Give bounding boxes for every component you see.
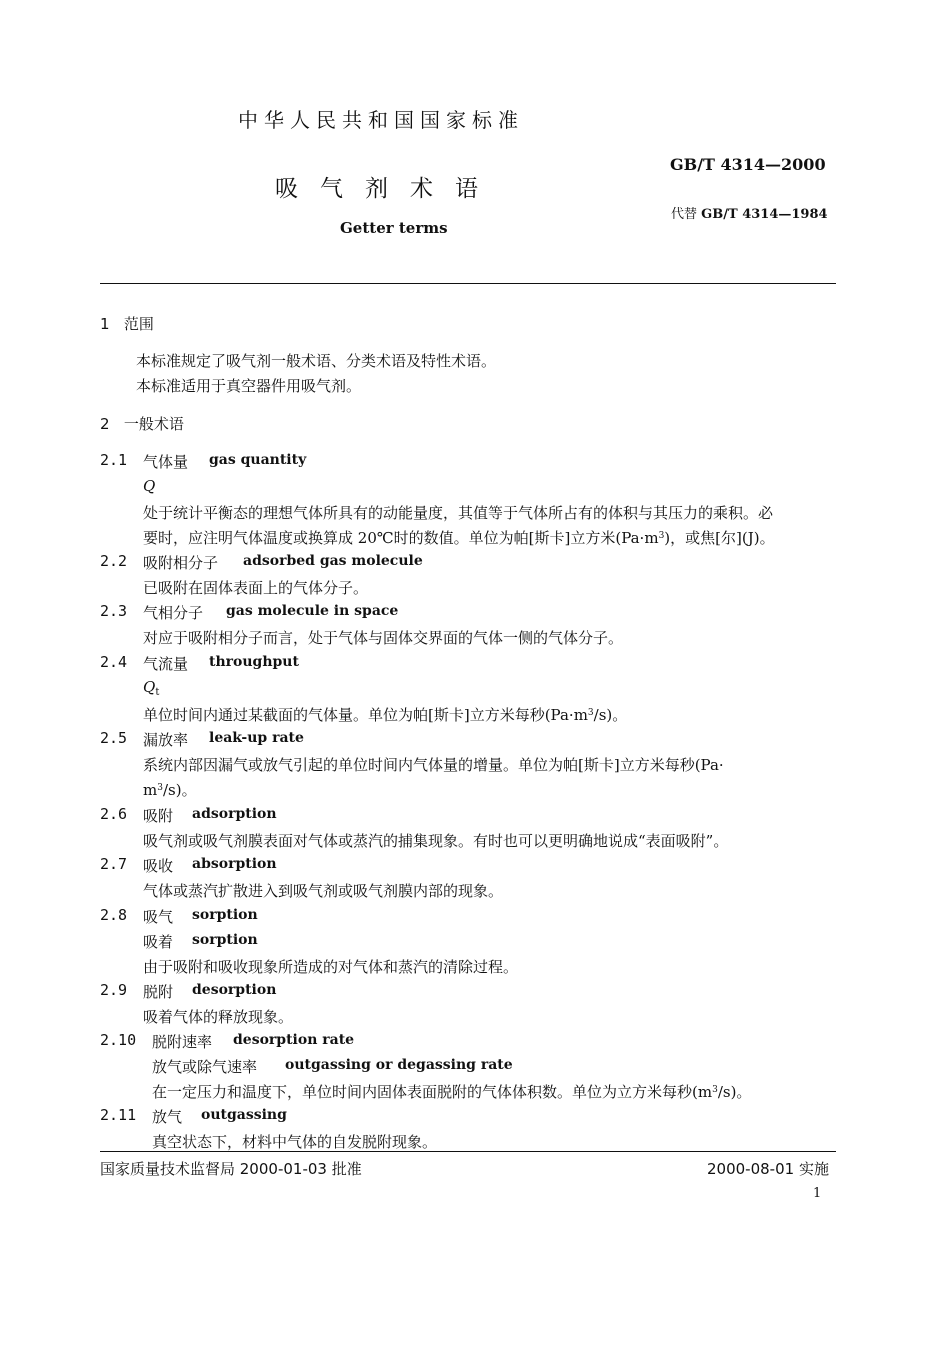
term-english: sorption xyxy=(192,907,258,923)
term-english: adsorbed gas molecule xyxy=(243,553,423,569)
replaces-prefix: 代替 xyxy=(671,207,698,222)
term-symbol: Q xyxy=(143,477,156,495)
term-english: adsorption xyxy=(192,806,277,822)
term-number: 2.8 xyxy=(100,906,128,924)
term-english: outgassing xyxy=(201,1107,287,1123)
replaces-note xyxy=(671,203,828,222)
term-chinese: 脱附速率 xyxy=(152,1033,213,1051)
term-synonym-chinese: 放气或除气速率 xyxy=(152,1058,258,1076)
replaces-code: GB/T 4314—1984 xyxy=(701,207,828,222)
national-standard-heading: 中华人民共和国国家标准 xyxy=(238,108,524,132)
term-english: gas quantity xyxy=(209,452,307,468)
standard-code: GB/T 4314—2000 xyxy=(670,155,826,174)
term-chinese: 脱附 xyxy=(143,983,174,1001)
term-number: 2.10 xyxy=(100,1031,137,1049)
term-english: leak-up rate xyxy=(209,730,304,746)
term-chinese: 吸收 xyxy=(143,857,174,875)
term-definition: $m^3/s$)。 xyxy=(143,781,197,799)
term-definition: 吸着气体的释放现象。 xyxy=(143,1008,294,1026)
approval-note: 国家质量技术监督局 2000-01-03 批准 xyxy=(100,1160,362,1178)
term-chinese: 漏放率 xyxy=(143,731,189,749)
section-paragraph: 本标准适用于真空器件用吸气剂。 xyxy=(136,377,362,395)
term-chinese: 吸气 xyxy=(143,908,174,926)
term-number: 2.9 xyxy=(100,981,128,999)
term-definition: 单位时间内通过某截面的气体量。单位为帕[斯卡]立方米每秒$(Pa\cdot m^3/s)$。 xyxy=(143,706,628,724)
term-number: 2.7 xyxy=(100,855,128,873)
section-heading: 2 一般术语 xyxy=(100,415,184,433)
document-title-english: Getter terms xyxy=(340,219,448,237)
page-number: 1 xyxy=(813,1186,822,1201)
term-definition: 对应于吸附相分子而言，处于气体与固体交界面的气体一侧的气体分子。 xyxy=(143,629,624,647)
section-heading: 1 范围 xyxy=(100,315,154,333)
term-chinese: 气相分子 xyxy=(143,604,204,622)
footer-rule xyxy=(100,1151,836,1152)
header-rule xyxy=(100,283,836,284)
term-symbol: $Q_t$ xyxy=(143,678,160,698)
term-number: 2.2 xyxy=(100,552,128,570)
term-number: 2.11 xyxy=(100,1106,137,1124)
term-english: desorption rate xyxy=(233,1032,355,1048)
term-number: 2.1 xyxy=(100,451,128,469)
term-definition: 在一定压力和温度下，单位时间内固体表面脱附的气体体积数。单位为立方米每秒$(m^3/s)$。 xyxy=(152,1083,752,1101)
term-chinese: 吸附 xyxy=(143,807,174,825)
term-chinese: 放气 xyxy=(152,1108,183,1126)
term-synonym-chinese: 吸着 xyxy=(143,933,174,951)
term-english: gas molecule in space xyxy=(226,603,399,619)
document-title: 吸气剂术语 xyxy=(275,176,500,202)
term-synonym-english: outgassing or degassing rate xyxy=(285,1057,513,1073)
term-definition: 已吸附在固体表面上的气体分子。 xyxy=(143,579,369,597)
term-chinese: 吸附相分子 xyxy=(143,554,219,572)
term-synonym-english: sorption xyxy=(192,932,258,948)
term-english: throughput xyxy=(209,654,299,670)
term-english: absorption xyxy=(192,856,277,872)
term-english: desorption xyxy=(192,982,277,998)
implementation-date: 2000-08-01 实施 xyxy=(707,1160,829,1178)
term-definition: 由于吸附和吸收现象所造成的对气体和蒸汽的清除过程。 xyxy=(143,958,519,976)
term-number: 2.5 xyxy=(100,729,128,747)
term-chinese: 气流量 xyxy=(143,655,189,673)
term-number: 2.6 xyxy=(100,805,128,823)
term-definition: 吸气剂或吸气剂膜表面对气体或蒸汽的捕集现象。有时也可以更明确地说成“表面吸附”。 xyxy=(143,832,729,850)
term-definition: 要时，应注明气体温度或换算成 20℃时的数值。单位为帕[斯卡]立方米$(Pa\cdot m^3)$，或焦[尔](J)。 xyxy=(143,529,775,547)
term-number: 2.4 xyxy=(100,653,128,671)
term-number: 2.3 xyxy=(100,602,128,620)
term-definition: 系统内部因漏气或放气引起的单位时间内气体量的增量。单位为帕[斯卡]立方米每秒(Pa· xyxy=(143,756,724,774)
term-definition: 真空状态下，材料中气体的自发脱附现象。 xyxy=(152,1133,438,1151)
term-definition: 处于统计平衡态的理想气体所具有的动能量度，其值等于气体所占有的体积与其压力的乘积。必 xyxy=(143,504,774,522)
term-chinese: 气体量 xyxy=(143,453,189,471)
section-paragraph: 本标准规定了吸气剂一般术语、分类术语及特性术语。 xyxy=(136,352,497,370)
term-definition: 气体或蒸汽扩散进入到吸气剂或吸气剂膜内部的现象。 xyxy=(143,882,504,900)
